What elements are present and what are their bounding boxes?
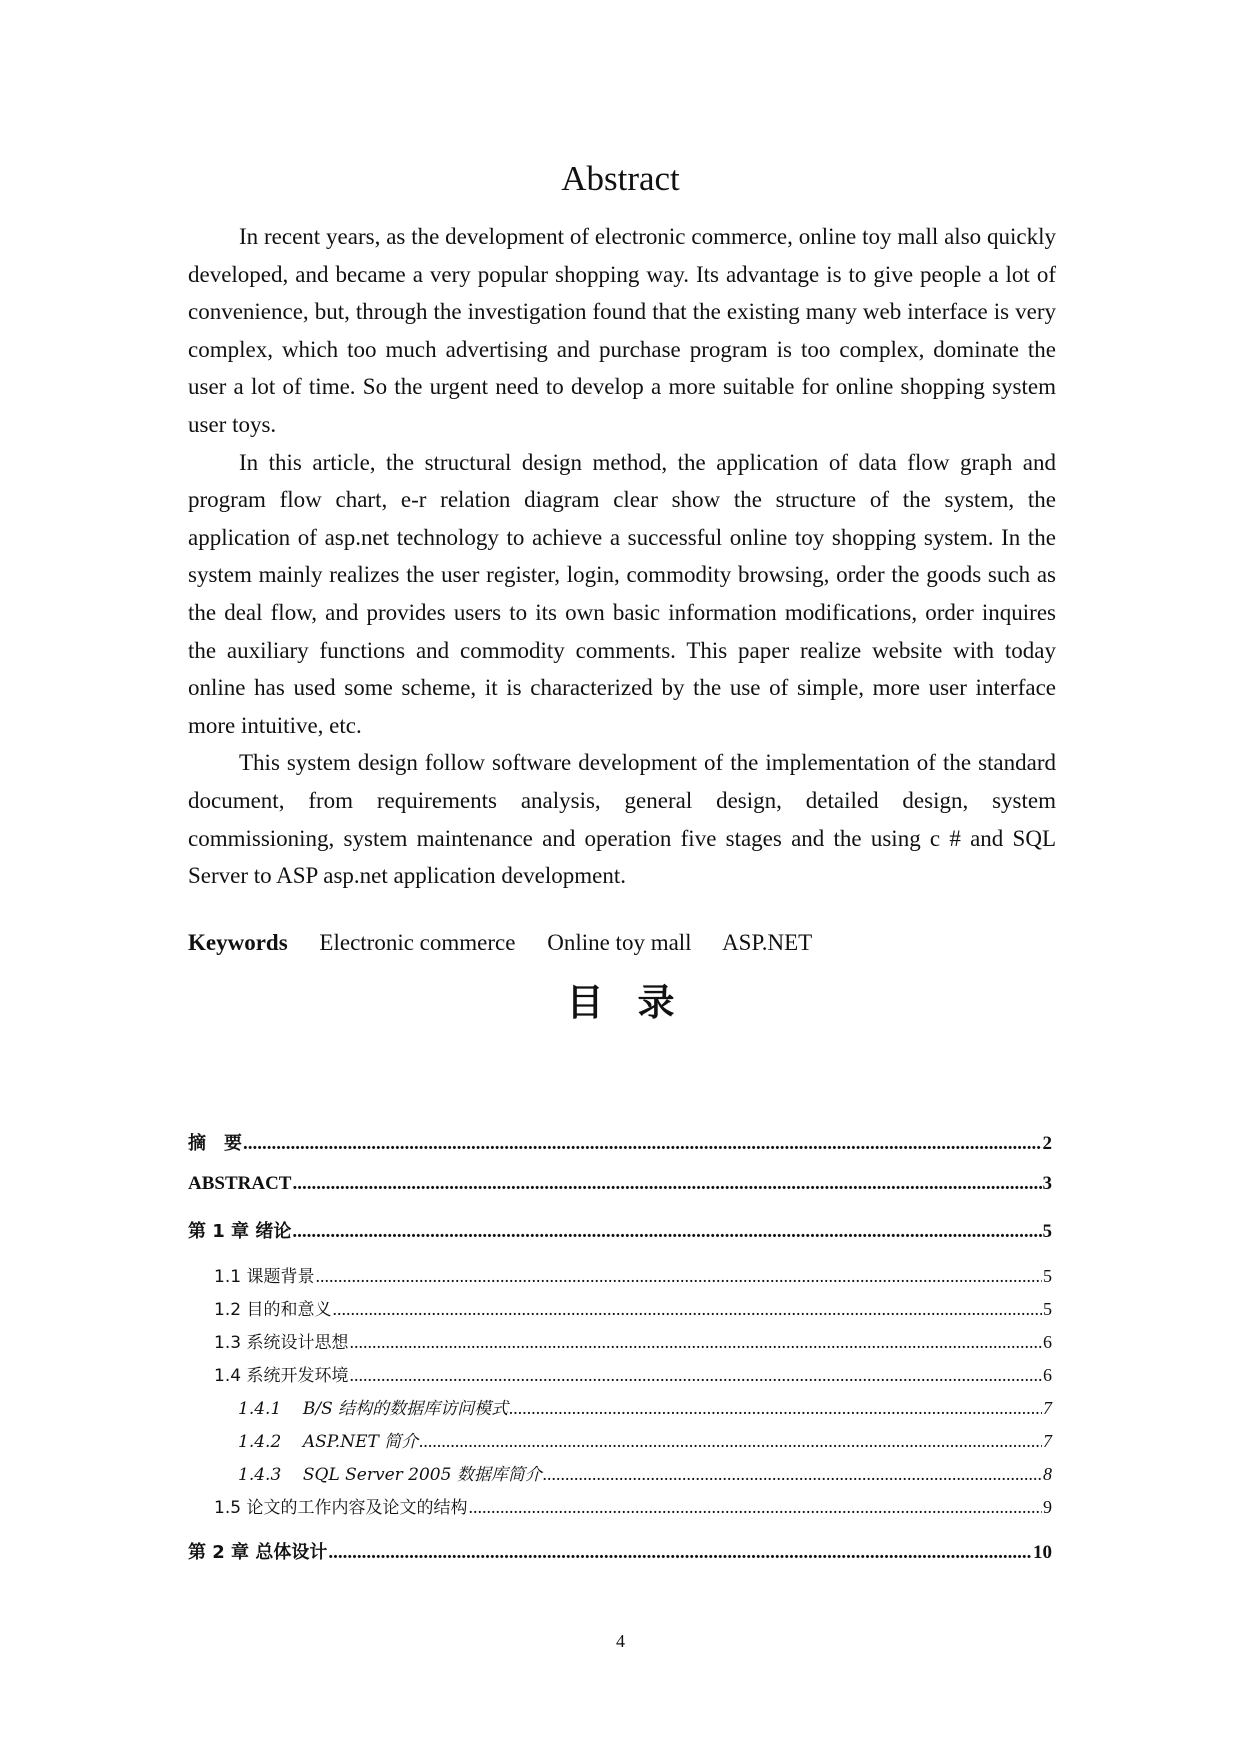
toc-entry-page: 5 (1042, 1221, 1052, 1242)
toc-entry-page: 7 (1043, 1431, 1052, 1451)
keywords-line (188, 926, 1056, 960)
toc-leader-dots (328, 1542, 1032, 1564)
toc-leader-dots (292, 1221, 1041, 1243)
page-number: 4 (616, 1631, 625, 1651)
toc-title: 目录 (566, 981, 709, 1024)
toc-entry-page: 2 (1042, 1133, 1052, 1154)
toc-entry-page: 7 (1043, 1398, 1052, 1418)
toc-entry-page: 6 (1043, 1365, 1052, 1385)
toc-entry-chapter-1[interactable] (188, 1217, 1052, 1243)
toc-entry-label: 1.4.1 B/S 结构的数据库访问模式 (238, 1399, 509, 1419)
toc-entry-label: ABSTRACT (188, 1173, 292, 1194)
abstract-paragraph-3: This system design follow software development of the implementation of the standard document, from requirements analysis, general design, detailed design, system commissioning, system maintenance and operation five stages and the using c # and SQL Server to ASP asp.net application development. (188, 750, 1056, 889)
abstract-body (188, 218, 1056, 895)
abstract-paragraph-2: In this article, the structural design method, the application of data flow graph and program flow chart, e-r relation diagram clear show the structure of the system, the application of asp.net technology to achieve a successful online toy shopping system. In the system mainly realizes the user register, login, commodity browsing, order the goods such as the deal flow, and provides users to its own basic information modifications, order inquires the auxiliary functions and commodity comments. This paper realize website with today online has used some scheme, it is characterized by the use of simple, more user interface more intuitive, etc. (188, 449, 1056, 738)
toc-entry-label: 1.1 课题背景 (214, 1267, 315, 1287)
toc-entry-page: 8 (1043, 1464, 1052, 1484)
toc-leader-dots (315, 1266, 1042, 1287)
toc-entry-1-1[interactable] (214, 1262, 1052, 1287)
toc-entry-1-4-1[interactable] (238, 1394, 1052, 1419)
toc-leader-dots (419, 1431, 1042, 1452)
keyword-item: Electronic commerce (319, 930, 516, 955)
toc-entry-page: 3 (1042, 1173, 1052, 1194)
toc-entry-label: 摘 要 (188, 1133, 242, 1154)
toc-entry-label: 1.4.2 ASP.NET 简介 (238, 1432, 419, 1452)
toc-leader-dots (509, 1398, 1042, 1419)
toc-entry-page: 9 (1043, 1497, 1052, 1517)
toc-entry-1-4-3[interactable] (238, 1460, 1052, 1485)
toc-entry-label: 第 1 章 绪论 (188, 1221, 292, 1242)
toc-entry-1-4[interactable] (214, 1361, 1052, 1386)
toc-entry-label: 1.3 系统设计思想 (214, 1333, 349, 1353)
toc-entry-label: 1.5 论文的工作内容及论文的结构 (214, 1498, 468, 1518)
toc-entry-label: 1.2 目的和意义 (214, 1300, 332, 1320)
toc-leader-dots (292, 1173, 1041, 1195)
toc-leader-dots (543, 1464, 1042, 1485)
keywords-label: Keywords (188, 930, 288, 955)
toc-leader-dots (349, 1332, 1042, 1353)
abstract-paragraph-1: In recent years, as the development of electronic commerce, online toy mall also quickly developed, and became a very popular shopping way. Its advantage is to give people a lot of convenience, but, through the investigation found that the existing many web interface is very complex, which too much advertising and purchase program is too complex, dominate the user a lot of time. So the urgent need to develop a more suitable for online shopping system user toys. (188, 224, 1056, 437)
toc-leader-dots (349, 1365, 1042, 1386)
abstract-title: Abstract (561, 159, 680, 198)
toc-leader-dots (243, 1133, 1042, 1155)
toc-entry-page: 10 (1033, 1542, 1052, 1563)
toc-entry-label: 1.4 系统开发环境 (214, 1366, 349, 1386)
keyword-item: Online toy mall (547, 930, 692, 955)
toc-entry-page: 5 (1043, 1266, 1052, 1286)
toc-entry-abstract-cn[interactable] (188, 1129, 1052, 1155)
toc-entry-label: 第 2 章 总体设计 (188, 1542, 328, 1563)
toc-entry-abstract-en[interactable] (188, 1173, 1052, 1195)
toc-entry-1-5[interactable] (214, 1493, 1052, 1518)
toc-entry-chapter-2[interactable] (188, 1538, 1052, 1564)
toc-entry-1-2[interactable] (214, 1295, 1052, 1320)
toc-entry-1-4-2[interactable] (238, 1427, 1052, 1452)
toc-entry-1-3[interactable] (214, 1328, 1052, 1353)
toc-entry-label: 1.4.3 SQL Server 2005 数据库简介 (238, 1465, 542, 1485)
keyword-item: ASP.NET (722, 930, 813, 955)
toc-leader-dots (468, 1497, 1042, 1518)
toc-leader-dots (332, 1299, 1042, 1320)
toc-entry-page: 6 (1043, 1332, 1052, 1352)
toc-entry-page: 5 (1043, 1299, 1052, 1319)
